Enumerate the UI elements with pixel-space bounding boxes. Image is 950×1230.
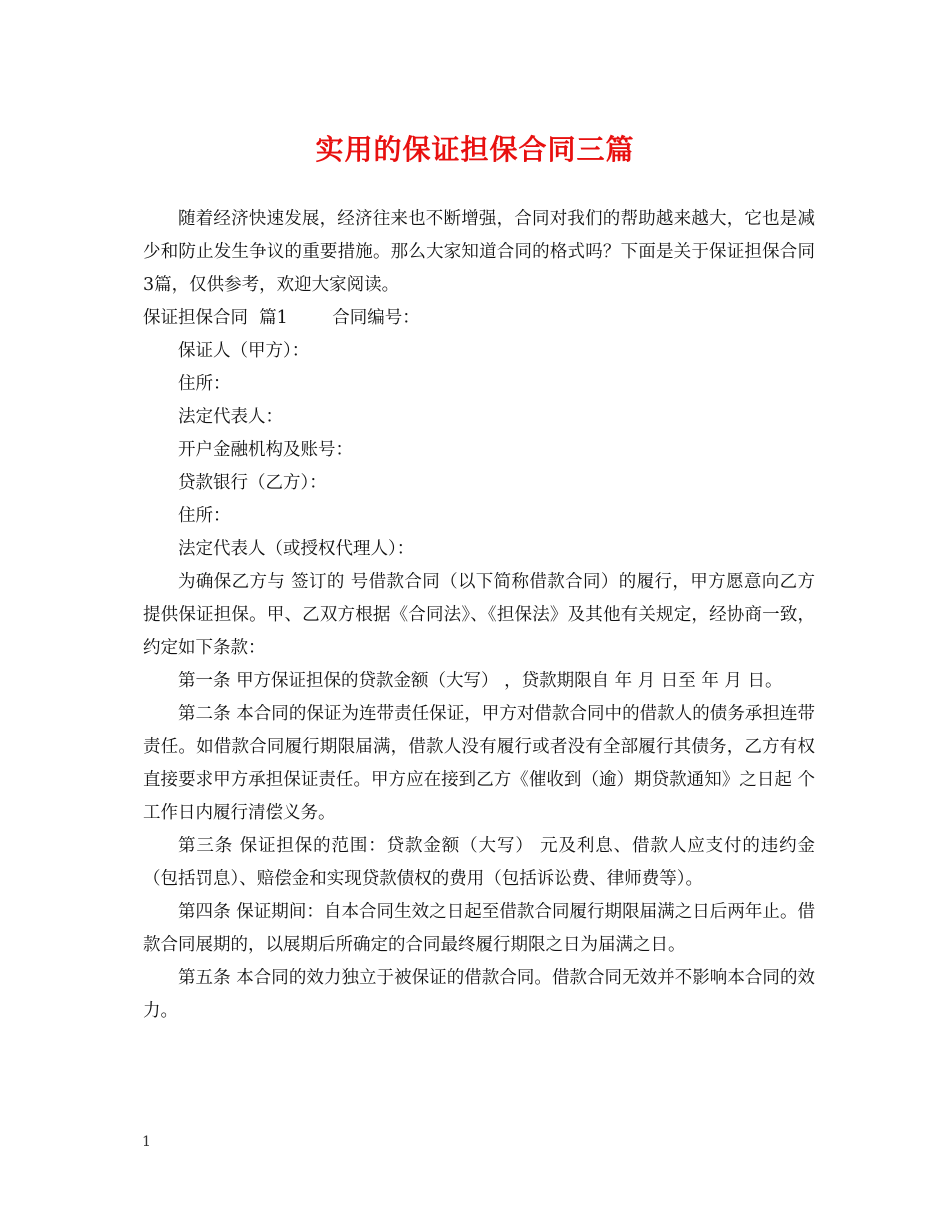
intro-paragraph: 随着经济快速发展，经济往来也不断增强，合同对我们的帮助越来越大，它也是减少和防止发生争议的重要措施。那么大家知道合同的格式吗？下面是关于保证担保合同3篇，仅供参考，欢迎大家阅读。 [143,209,815,295]
contract-heading-line: 保证担保合同 篇1 合同编号： [143,308,420,328]
field-legal-representative: 法定代表人： [178,407,283,427]
article-2: 第二条 本合同的保证为连带责任保证，甲方对借款合同中的借款人的债务承担连带责任。如借款合同履行期限届满，借款人没有履行或者没有全部履行其债务，乙方有权直接要求甲方承担保证责任。甲方应在接到乙方《催收到（逾）期贷款通知》之日起 个工作日内履行清偿义务。 [143,704,815,823]
field-bank-account: 开户金融机构及账号： [178,440,353,460]
article-1: 第一条 甲方保证担保的贷款金额（大写） ，贷款期限自 年 月 日至 年 月 日。 [178,671,783,691]
field-bank-address: 住所： [178,506,231,526]
field-bank-representative: 法定代表人（或授权代理人）： [178,539,415,559]
article-4: 第四条 保证期间：自本合同生效之日起至借款合同履行期限届满之日后两年止。借款合同展期的，以展期后所确定的合同最终履行期限之日为届满之日。 [143,902,815,955]
document-title: 实用的保证担保合同三篇 [315,133,635,166]
preamble-paragraph: 为确保乙方与 签订的 号借款合同（以下简称借款合同）的履行，甲方愿意向乙方提供保证担保。甲、乙双方根据《合同法》、《担保法》及其他有关规定，经协商一致，约定如下条款： [143,572,815,658]
article-3: 第三条 保证担保的范围：贷款金额（大写） 元及利息、借款人应支付的违约金（包括罚息）、赔偿金和实现贷款债权的费用（包括诉讼费、律师费等）。 [143,836,815,889]
article-5: 第五条 本合同的效力独立于被保证的借款合同。借款合同无效并不影响本合同的效力。 [143,968,815,1021]
field-lending-bank: 贷款银行（乙方）： [178,473,327,493]
field-guarantor-address: 住所： [178,374,231,394]
page-number: 1 [142,1134,151,1150]
document-body [143,203,815,1028]
field-guarantor: 保证人（甲方）： [178,341,310,361]
